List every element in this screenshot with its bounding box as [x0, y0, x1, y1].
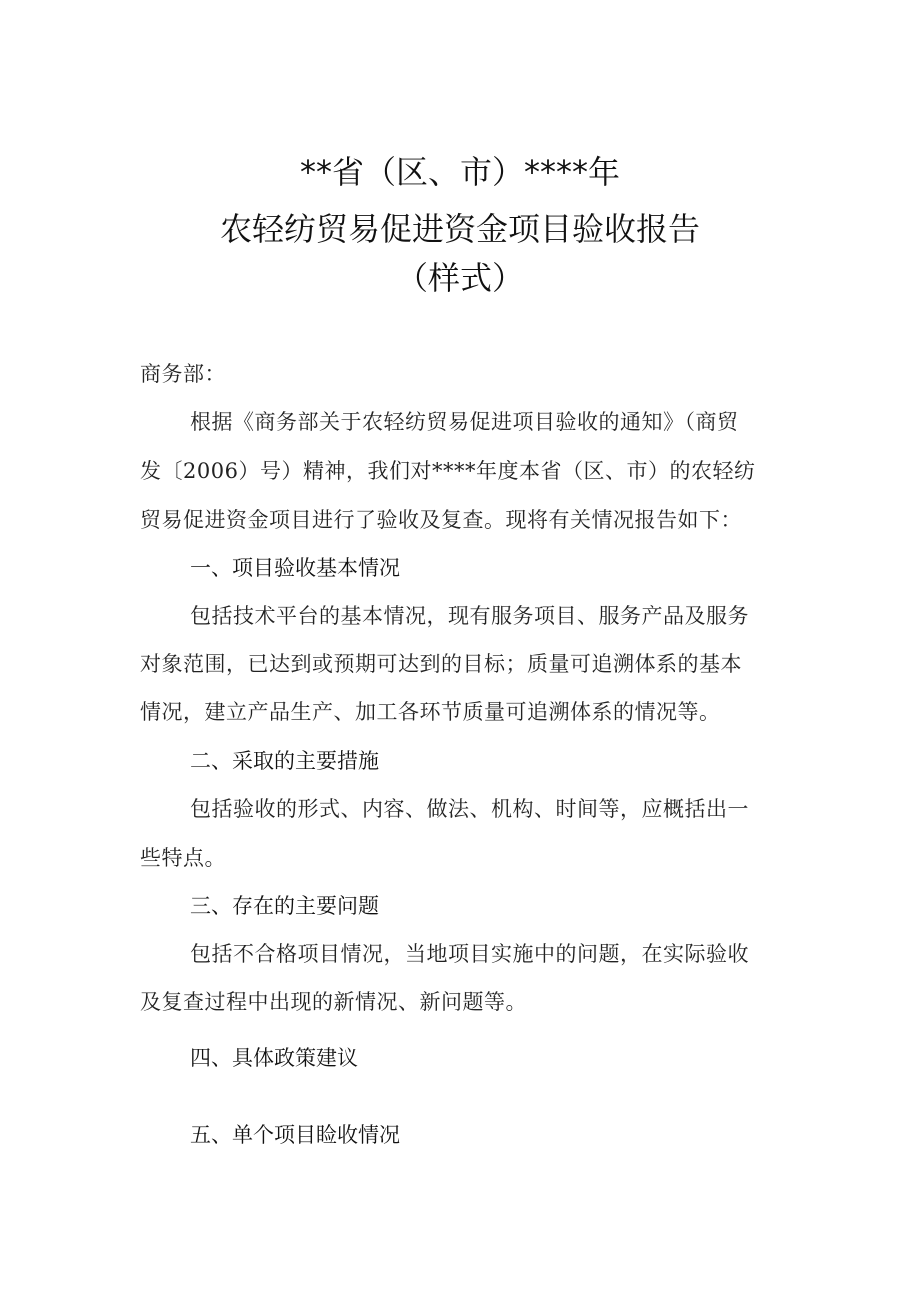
section-2-body-line: 些特点。 — [140, 846, 226, 870]
intro-line: 发〔2006）号）精神，我们对****年度本省（区、市）的农轻纺 — [140, 459, 756, 483]
intro-line: 根据《商务部关于农轻纺贸易促进项目验收的通知》（商贸 — [190, 410, 739, 434]
section-3-body-line: 及复查过程中出现的新情况、新问题等。 — [140, 990, 527, 1014]
section-heading-4: 四、具体政策建议 — [190, 1046, 358, 1070]
title-line-2: 农轻纺贸易促进资金项目验收报告 — [219, 210, 700, 248]
salutation: 商务部： — [140, 362, 226, 386]
section-heading-5: 五、单个项目睑收情况 — [190, 1123, 400, 1147]
section-2-body-line: 包括验收的形式、内容、做法、机构、时间等，应概括出一 — [190, 797, 749, 821]
section-3-body-line: 包括不合格项目情况，当地项目实施中的问题，在实际验收 — [190, 942, 749, 966]
section-heading-1: 一、项目验收基本情况 — [190, 556, 400, 580]
section-1-body-line: 包括技术平台的基本情况，现有服务项目、服务产品及服务 — [190, 604, 749, 628]
title-line-3: （样式） — [395, 259, 524, 297]
section-1-body-line: 情况，建立产品生产、加工各环节质量可追溯体系的情况等。 — [140, 700, 721, 724]
section-1-body-line: 对象范围，已达到或预期可达到的目标；质量可追溯体系的基本 — [140, 652, 742, 676]
intro-line: 贸易促进资金项目进行了验收及复查。现将有关情况报告如下： — [140, 508, 742, 532]
title-line-1: **省（区、市）****年 — [299, 153, 620, 191]
section-heading-3: 三、存在的主要问题 — [190, 894, 379, 918]
section-heading-2: 二、采取的主要措施 — [190, 749, 379, 773]
